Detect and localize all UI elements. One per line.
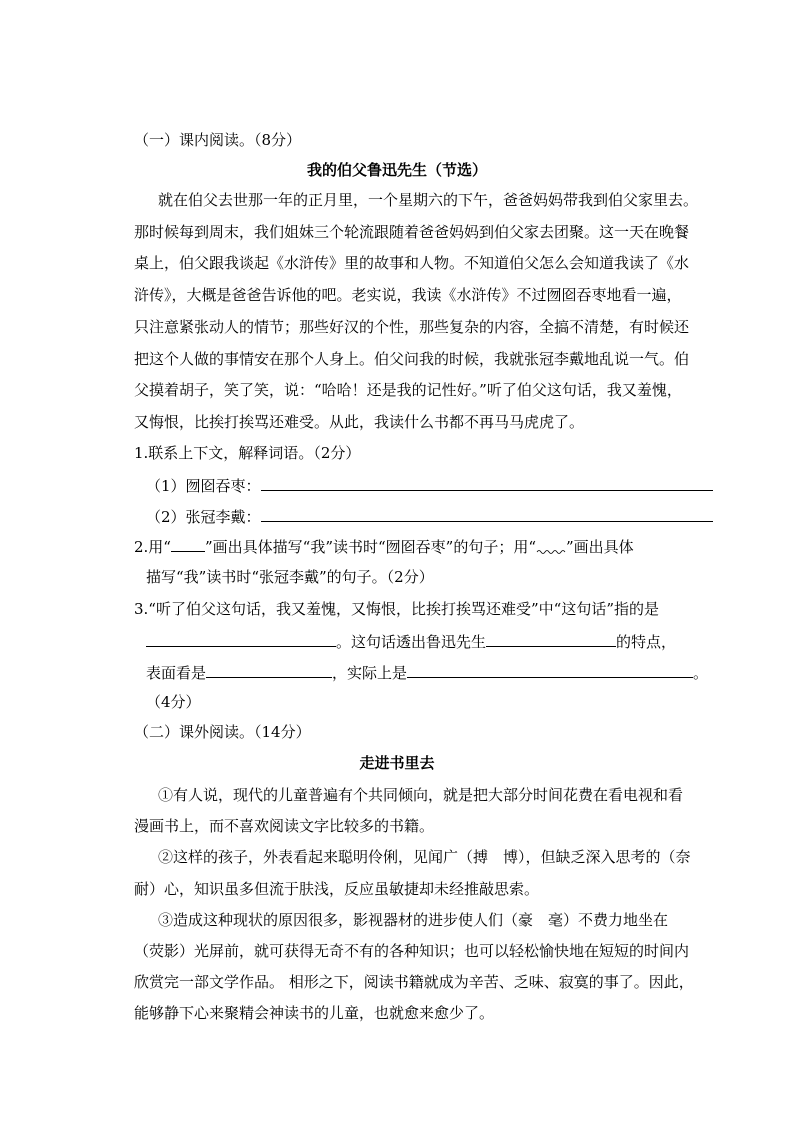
question-1-item-1 xyxy=(146,475,713,496)
passage1-line: 那时候每到周末，我们姐妹三个轮流跟随着爸爸妈妈到伯父家去团聚。这一天在晚餐 xyxy=(134,223,690,241)
passage1-line: 桌上，伯父跟我谈起《水浒传》里的故事和人物。不知道伯父怎么会知道我读了《水 xyxy=(134,254,690,272)
section2-heading: （二）课外阅读。（14分） xyxy=(134,723,311,741)
wavy-underline-sample xyxy=(536,539,566,552)
answer-blank[interactable] xyxy=(206,662,332,678)
question-3-text: 的特点， xyxy=(616,633,677,651)
question-3-line-1: 3.“听了伯父这句话，我又羞愧，又悔恨，比挨打挨骂还难受”中“这句话”指的是 xyxy=(134,600,659,618)
passage2-line: 能够静下心来聚精会神读书的儿童，也就愈来愈少了。 xyxy=(134,1004,495,1022)
section1-heading: （一）课内阅读。（8分） xyxy=(134,131,302,149)
question-2-line-1 xyxy=(134,537,634,557)
passage1-line: 只注意紧张动人的情节；那些好汉的个性，那些复杂的内容，全搞不清楚，有时候还 xyxy=(134,318,690,336)
question-3-line-2 xyxy=(146,631,676,652)
passage2-line: （荧影）光屏前，就可获得无奇不有的各种知识；也可以轻松愉快地在短短的时间内 xyxy=(134,942,690,960)
question-2-text: ”画出具体 xyxy=(566,538,634,556)
passage2-line: ③造成这种现状的原因很多，影视器材的进步使人们（豪 毫）不费力地坐在 xyxy=(158,911,669,929)
question-3-line-4: （4分） xyxy=(146,693,201,711)
question-2-text: ”画出具体描写“我”读书时“囫囵吞枣”的句子；用“ xyxy=(204,538,536,556)
answer-blank[interactable] xyxy=(261,475,713,491)
passage2-line: ②这样的孩子，外表看起来聪明伶俐，见闻广（搏 博），但缺乏深入思考的（奈 xyxy=(158,848,691,866)
passage2-line: 欣赏完一部文学作品。 相形之下，阅读书籍就成为辛苦、乏味、寂寞的事了。因此， xyxy=(134,973,694,991)
passage1-line: 又悔恨，比挨打挨骂还难受。从此，我读什么书都不再马马虎虎了。 xyxy=(134,413,585,431)
item-label: （1）囫囵吞枣： xyxy=(146,477,261,495)
passage2-line: 漫画书上，而不喜欢阅读文字比较多的书籍。 xyxy=(134,817,435,835)
question-1-stem: 1.联系上下文，解释词语。（2分） xyxy=(134,444,361,462)
passage1-line: 父摸着胡子，笑了笑，说：“哈哈！还是我的记性好。”听了伯父这句话，我又羞愧， xyxy=(134,381,682,399)
answer-blank[interactable] xyxy=(146,631,336,647)
passage1-line: 把这个人做的事情安在那个人身上。伯父问我的时候，我就张冠李戴地乱说一气。伯 xyxy=(134,350,690,368)
passage1-line: 浒传》，大概是爸爸告诉他的吧。老实说，我读《水浒传》不过囫囵吞枣地看一遍， xyxy=(134,286,682,304)
question-3-line-3 xyxy=(146,662,708,683)
passage2-title: 走进书里去 xyxy=(359,754,435,772)
answer-blank[interactable] xyxy=(407,662,693,678)
question-2-text: 2.用“ xyxy=(134,538,171,556)
question-3-text: 。 xyxy=(693,664,709,682)
answer-blank[interactable] xyxy=(261,506,713,522)
passage1-line: 就在伯父去世那一年的正月里，一个星期六的下午，爸爸妈妈带我到伯父家里去。 xyxy=(158,191,699,209)
question-3-text: ，实际上是 xyxy=(332,664,408,682)
passage2-line: ①有人说，现代的儿童普遍有个共同倾向，就是把大部分时间花费在看电视和看 xyxy=(158,786,684,804)
item-label: （2）张冠李戴： xyxy=(146,508,261,526)
question-3-text: 。这句话透出鲁迅先生 xyxy=(336,633,487,651)
question-1-item-2 xyxy=(146,506,713,527)
passage1-title: 我的伯父鲁迅先生（节选） xyxy=(306,161,487,179)
passage2-line: 耐）心，知识虽多但流于肤浅，反应虽敏捷却未经推敲思索。 xyxy=(134,880,540,898)
straight-underline-sample xyxy=(171,538,205,552)
question-3-text: 表面看是 xyxy=(146,664,207,682)
answer-blank[interactable] xyxy=(486,631,616,647)
question-2-line-2: 描写“我”读书时“张冠李戴”的句子。（2分） xyxy=(146,568,434,586)
